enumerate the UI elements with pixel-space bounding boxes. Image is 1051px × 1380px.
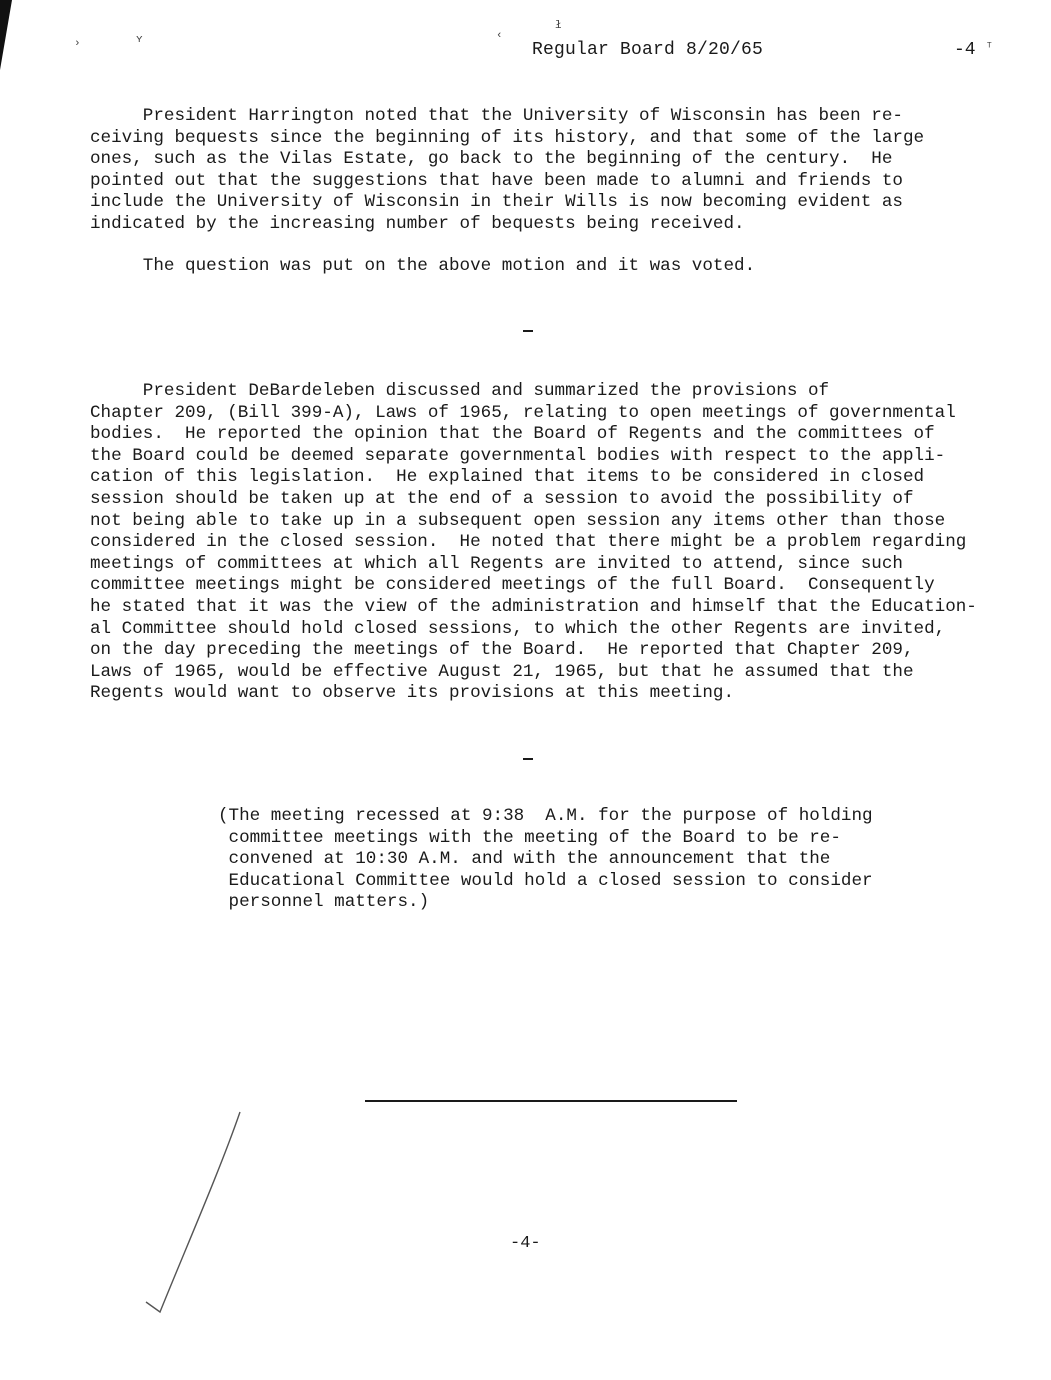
scan-speck: ʏ [136, 34, 143, 46]
recess-note: (The meeting recessed at 9:38 A.M. for the purpose of holding committee meetings with the meeting of the Board to be re- convened at 10:30 A.M. and with the announcement that the Educational Committee would hold a closed session to consider personnel matters.) [218, 806, 873, 913]
bequests-paragraph: President Harrington noted that the University of Wisconsin has been re- ceiving bequests since the beginning of its history, and that some of the large ones, such as the Vilas Estate, go back to the beginning of the century. He pointed out that the suggestions that have been made to alumni and friends to include the University of Wisconsin in their Wills is now becoming evident as indicated by the increasing number of bequests being received. [90, 106, 925, 234]
pen-checkmark-icon [140, 1110, 250, 1320]
scan-speck: ‹ [496, 30, 503, 42]
open-meetings-paragraph: President DeBardeleben discussed and summarized the provisions of Chapter 209, (Bill 399-A), Laws of 1965, relating to open meetings of governmental bodies. He reported the opinion that the Board of Regents and the committees of the Board could be deemed separate governmental bodies with respect to the appli- cation of this legislation. He explained that items to be considered in closed session should be taken up at the end of a session to avoid the possibility of not being able to take up in a subsequent open session any items other than those considered in the closed session. He noted that there might be a problem regarding meetings of committees at which all Regents are invited to attend, since such committee meetings might be considered meetings of the full Board. Consequently he stated that it was the view of the administration and himself that the Education- al Committee should hold closed sessions, to which the other Regents are invited, on the day preceding the meetings of the Board. He reported that Chapter 209, Laws of 1965, would be effective August 21, 1965, but that he assumed that the Regents would want to observe its provisions at this meeting. [90, 381, 977, 704]
scan-edge-mark [0, 0, 12, 70]
end-rule [365, 1100, 737, 1102]
section-separator [523, 330, 533, 332]
page-header-number: -4 [954, 40, 976, 60]
scan-speck: › [74, 38, 81, 50]
section-separator [523, 758, 533, 760]
scan-speck: ł [555, 20, 562, 32]
scan-speck: ᵀ [986, 42, 993, 54]
page-footer-number: -4- [510, 1234, 541, 1253]
page-header-title: Regular Board 8/20/65 [532, 40, 764, 60]
vote-paragraph: The question was put on the above motion and it was voted. [90, 256, 756, 276]
